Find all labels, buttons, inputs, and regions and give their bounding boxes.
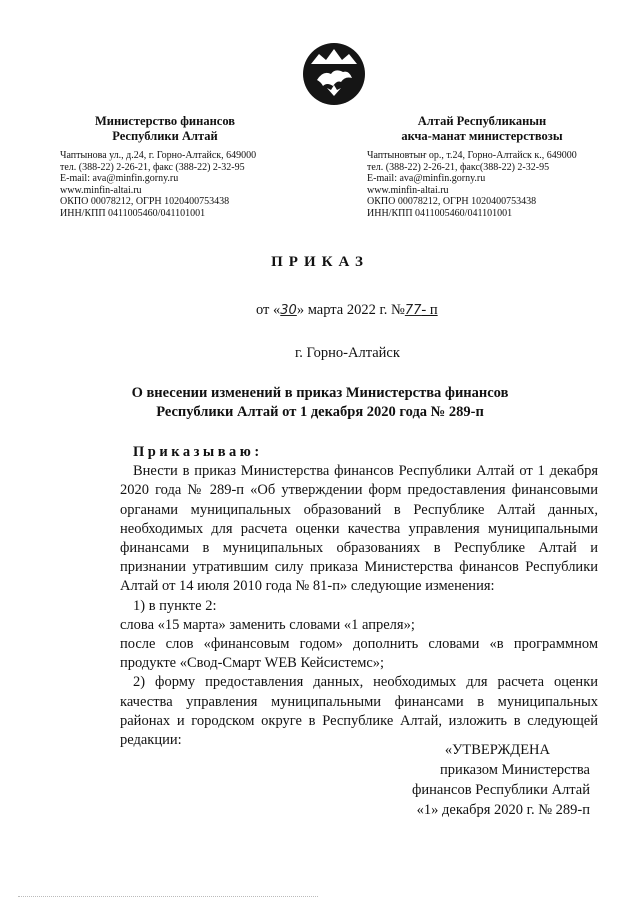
paragraph-item-2: 2) форму предоставления данных, необходимых для расчета оценки качества управления муниципальными финансами в муниципальных районах и городском округе в Республике Алтай, изложить в следующей редакции: — [120, 674, 598, 749]
approval-block — [380, 740, 590, 820]
document-body — [120, 443, 598, 750]
order-word: Приказываю: — [133, 444, 263, 460]
order-number-suffix: - п — [421, 302, 438, 318]
city: г. Горно-Алтайск — [295, 345, 400, 361]
address-right: Чаптыновтыҥ ор., т.24, Горно-Алтайск к., 649000 — [367, 150, 577, 161]
website-right: www.minfin-altai.ru — [367, 184, 449, 196]
approval-line-3: финансов Республики Алтай — [411, 782, 590, 798]
website-left: www.minfin-altai.ru — [60, 184, 142, 196]
org-name-alt-line-2: акча-манат министерствозы — [401, 129, 563, 143]
inn-right: ИНН/КПП 0411005460/041101001 — [367, 207, 513, 219]
org-name-ru-line-2: Республики Алтай — [112, 129, 218, 143]
org-name-ru-line-1: Министерство финансов — [94, 114, 236, 128]
approval-line-4: «1» декабря 2020 г. № 289-п — [416, 802, 590, 818]
date-number-line — [256, 302, 438, 319]
date-prefix: от « — [256, 302, 281, 318]
emblem-icon — [299, 40, 369, 108]
page-footer-divider — [18, 896, 318, 898]
date-middle: » марта 2022 г. № — [296, 302, 405, 318]
paragraph-main: Внести в приказ Министерства финансов Республики Алтай от 1 декабря 2020 года № 289-п «Об утверждении форм предоставления финансовыми органами муниципальных образований в Республике Алтай данных, необходимых для расчета оценки качества управления муниципальными финансами в муниципальных образованиях в Республике Алтай и признании утратившим силу приказа Министерства финансов Республики Алтай от 14 июля 2010 года № 81-п» следующие изменения: — [120, 463, 598, 595]
approval-heading: «УТВЕРЖДЕНА — [444, 742, 550, 758]
document-subject: О внесении изменений в приказ Министерства финансов Республики Алтай от 1 декабря 2020 года № 289-п — [131, 385, 509, 420]
org-name-alt-line-1: Алтай Республиканын — [417, 114, 547, 128]
order-number-handwritten: 77 — [404, 303, 422, 318]
date-day-handwritten: 30 — [280, 303, 297, 318]
header-right — [367, 114, 607, 220]
paragraph-add-words: после слов «финансовым годом» дополнить словами «в программном продукте «Свод-Смарт WEB Кейсистемс»; — [120, 636, 598, 672]
okpo-right: ОКПО 00078212, ОГРН 1020400753438 — [367, 196, 537, 208]
email-right: E-mail: ava@minfin.gorny.ru — [367, 173, 486, 185]
approval-line-2: приказом Министерства — [440, 762, 590, 778]
phone-left: тел. (388-22) 2-26-21, факс (388-22) 2-32-95 — [60, 161, 245, 173]
paragraph-item-1: 1) в пункте 2: — [133, 597, 217, 614]
header-left — [60, 114, 330, 220]
inn-left: ИНН/КПП 0411005460/041101001 — [60, 207, 206, 219]
address-left: Чаптынова ул., д.24, г. Горно-Алтайск, 649000 — [60, 150, 257, 161]
okpo-left: ОКПО 00078212, ОГРН 1020400753438 — [60, 196, 230, 208]
email-left: E-mail: ava@minfin.gorny.ru — [60, 173, 179, 185]
phone-right: тел. (388-22) 2-26-21, факс(388-22) 2-32-95 — [367, 161, 550, 173]
document-title: ПРИКАЗ — [271, 254, 369, 270]
paragraph-replace-words: слова «15 марта» заменить словами «1 апреля»; — [120, 616, 415, 633]
